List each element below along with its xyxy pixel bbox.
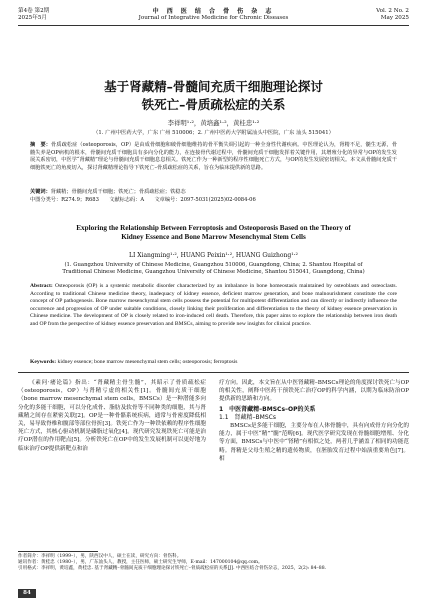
title-cn-line2: 铁死亡–骨质疏松症的关系 [141,97,286,112]
footnote-citation: 引用格式：李祥明，黄培鑫，黄桂忠. 基于肾藏精–骨髓间充质干细胞理论探讨铁死亡–骨质疏松症的关系[J]. 中西医结合骨伤杂志，2025，2(2): 84–88. [18,566,327,571]
journal-header [0,8,427,22]
affiliation-cn: （1. 广州中医药大学，广东 广州 510006；2. 广州中医药大学附属汕头中医院，广东 汕头 515041） [93,130,334,136]
issue-info-cn: 第4卷 第2期 2025年5月 [18,8,50,21]
keywords-cn: 关键词：肾藏精；骨髓间充质干细胞；铁死亡；骨质疏松症；铁稳态 [30,189,186,195]
title-cn-line1: 基于肾藏精–骨髓间充质干细胞理论探讨 [104,79,323,94]
page-number: 84 [18,589,36,598]
section-heading-1: 1 中医肾藏精–BMSCs–OP的关系 [219,405,316,413]
classification-cn: 中图分类号：R274.9；R683 文献标志码：A 文章编号：2097-5031(2025)02-0084-06 [30,197,256,203]
abstract-cn: 摘 要：骨质疏松症（osteoporosis，OP）是由成骨细胞和破骨细胞维持的骨平衡失调引起的一种全身性代谢疾病。中医理论认为，肾精不足，髓生无源，骨髓失养是OP病机的根本，骨髓间充质干细胞具有多向分化的能力，在连接骨代谢过程中，骨髓间充质干细胞发挥着关键作用，其增殖分化的异常与OP的发生发展关系密切，中医学“肾藏精”理论与骨髓间充质干细胞息息相关。铁死亡作为一种新型的程序性细胞死亡方式，与OP的发生发展密切相关。本文从骨髓间充质干细胞铁死亡的角度切入，探讨肾藏精理论指导下铁死亡–骨质疏松症的关系，旨在为临床提供新的思路。 [30,142,397,171]
body-right-column [219,379,409,463]
affiliation-en-line2: Traditional Chinese Medicine, Guangzhou University of Chinese Medicine, Shantou 515041, Guangdong, China) [62,269,365,275]
authors-cn: 李祥明¹·²，黄培鑫¹·²，黄桂忠¹·² [167,119,260,127]
body-right-intro: 疗方向。因此，本文旨在从中医肾藏精–BMSCs理论的角度探讨铁死亡与OP的相关性，阐释中医药干预铁死亡治疗OP的科学内涵，以期为临床防治OP提供新的思路和方向。 [219,380,409,403]
section-heading-1-1: 1.1 肾藏精–BMSCs [219,413,276,421]
body-left-column: 《素问·痿论篇》指出：“肾藏精主骨生髓”，其昭示了骨质疏松症（osteoporosis，OP）与肾精亏虚的相关性[1]。骨髓间充质干细胞（bone marrow mesenchymal stem cells，BMSCs）是一种潜能多向分化的多能干细胞，可以分化成骨、脂肪及软骨等不同种类的细胞，其与肾藏精之间存在紧密关联[2]。OP是一种骨骼系统疾病，通常与骨密度降低相关，易导致脊椎和髋部等部位骨折[3]。铁死亡作为一种铁依赖的程序性细胞死亡方式，其核心驱动机制是磷脂过氧化[4]。现代研究发现铁死亡可能是治疗OP潜在的作用靶点[5]。分析铁死亡在OP中的发生发展机制可以更好地为临床治疗OP提供新靶点和治 [18,380,206,452]
footnotes [18,554,409,572]
body-right-paragraph: BMSCs是多能干细胞，主要分布在人体骨髓中，具有向成骨方向分化的能力，属于中医“精”“髓”范畴[6]。现代医学研究发现在骨髓细胞增殖、分化等方面，BMSCs与中医中“肾精”有相似之处，两者几乎涵盖了相同的功能范畴。肾精是父母生殖之精的遗传物质，在胚胎发育过程中始演重要角色[7]。相 [219,423,409,462]
footnote-rule [18,551,98,552]
authors-en: LI Xiangming¹·², HUANG Peixin¹·², HUANG Guizhong¹·² [129,252,298,259]
footnote-correspondence: 通讯作者：黄桂忠（1980–），男，广东汕头人，教授，主任医师，硕士研究生导师，E-mail：147000104@qq.com。 [18,560,263,565]
abstract-en: Abstract: Osteoporosis (OP) is a systemic metabolic disorder characterized by an imbalance in bone homeostasis maintained by osteoblasts and osteoclasts. According to traditional Chinese medicine theory, inadequacy of kidney essence, deficient marrow generation, and bone malnourishment constitute the core concept of OP pathogenesis. Bone marrow mesenchymal stem cells possess the potential for multipotent differentiation and can directly or indirectly influence the occurrence and progression of OP under suitable conditions, closely linking their proliferation and differentiation to the theory of kidney essence preservation in Chinese medicine. The development of OP is closely related to iron-induced cell death. Therefore, this paper aims to explore the relationship between iron death and OP from the perspective of kidney essence preservation and BMSCs, aiming to provide new insights for clinical practice. [30,283,398,327]
journal-name-en: Journal of Integrative Medicine for Chronic Diseases [138,15,289,21]
journal-name-cn: 中 西 医 结 合 骨 伤 杂 志 [152,8,275,15]
title-en-line2: Kidney Essence and Bone Marrow Mesenchymal Stem Cells [121,233,306,241]
footnote-author: 作者简介：李祥明（1999–），男，陕西汉中人，硕士在读，研究方向：骨伤科。 [18,554,182,559]
title-en-line1: Exploring the Relationship Between Ferroptosis and Osteoporosis Based on the Theory of [76,224,351,232]
affiliation-en-line1: (1. Guangzhou University of Chinese Medicine, Guangzhou 510006, Guangdong, China; 2. Shantou Hospital of [64,262,363,268]
abstract-rule [18,372,409,373]
header-rule [18,25,409,26]
issue-info-en: Vol. 2 No. 2 May 2025 [376,8,409,21]
keywords-en: Keywords: kidney essence; bone marrow mesenchymal stem cells; osteoporosis; ferroptosis [30,359,238,365]
